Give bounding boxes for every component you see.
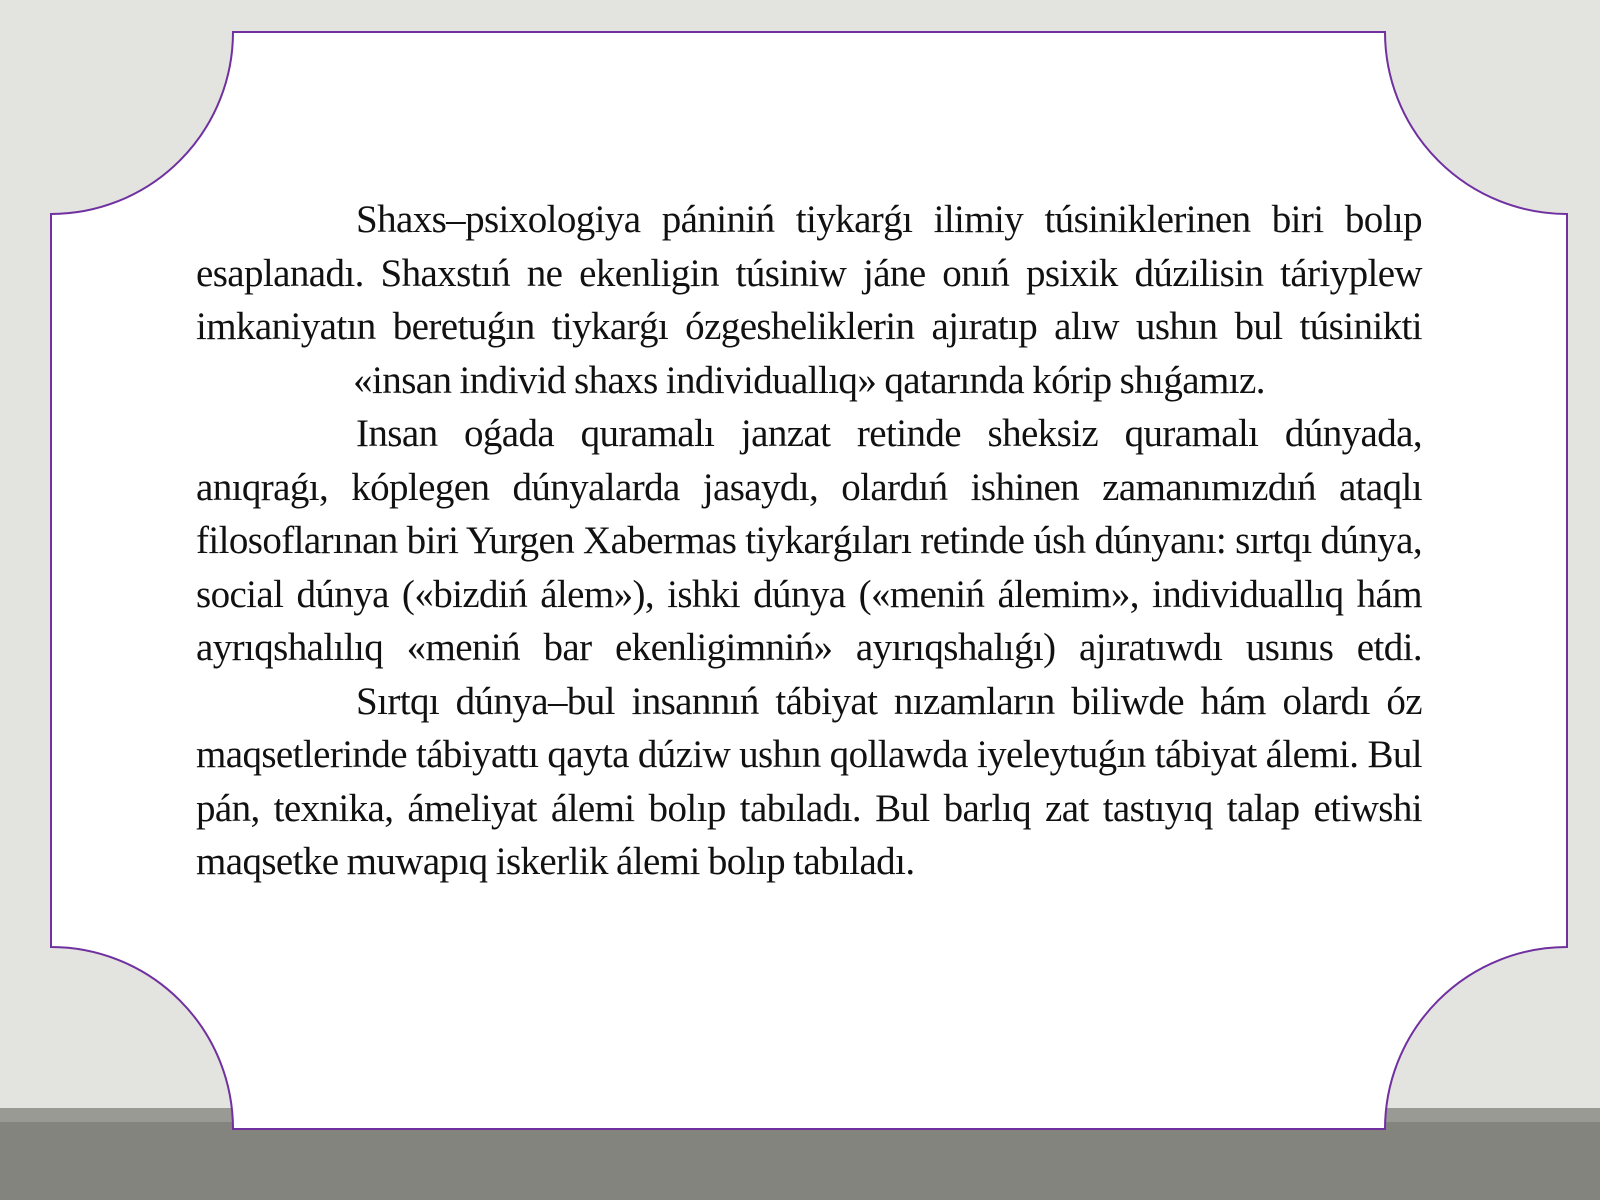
body-text <box>196 193 1422 889</box>
paragraph-external-world: Sırtqı dúnya–bul insannıń tábiyat nızamların biliwde hám olardı óz maqsetlerinde tábiyattı qayta dúziw ushın qollawda iyeleytuǵın tábiyat álemi. Bul pán, texnika, ámeliyat álemi bolıp tabıladı. Bul barlıq zat tastıyıq talap etiwshi maqsetke muwapıq iskerlik álemi bolıp tabıladı. <box>196 679 1422 883</box>
paragraph-three-worlds: Insan oǵada quramalı janzat retinde sheksiz quramalı dúnyada, anıqraǵı, kóplegen dúnyalarda jasaydı, olardıń ishinen zamanımızdıń ataqlı filosoflarınan biri Yurgen Xabermas tiykarǵıları retinde úsh dúnyanı: sırtqı dúnya, social dúnya («bizdiń álem»), ishki dúnya («meniń álemim», individuallıq hám ayrıqshalılıq «meniń bar ekenligimniń» ayırıqshalıǵı) ajıratıwdı usınıs etdi. <box>196 412 1422 669</box>
paragraph-personality-definition: Shaxs–psixologiya pániniń tiykarǵı ilimiy túsiniklerinen biri bolıp esaplanadı. Shaxstıń ne ekenligin túsiniw jáne onıń psixik dúzilisin táriyplew imkaniyatın beretuǵın tiykarǵı ózgesheliklerin ajıratıp alıw ushın bul túsinikti «insan individ shaxs individuallıq» qatarında kórip shıǵamız. <box>196 198 1422 402</box>
